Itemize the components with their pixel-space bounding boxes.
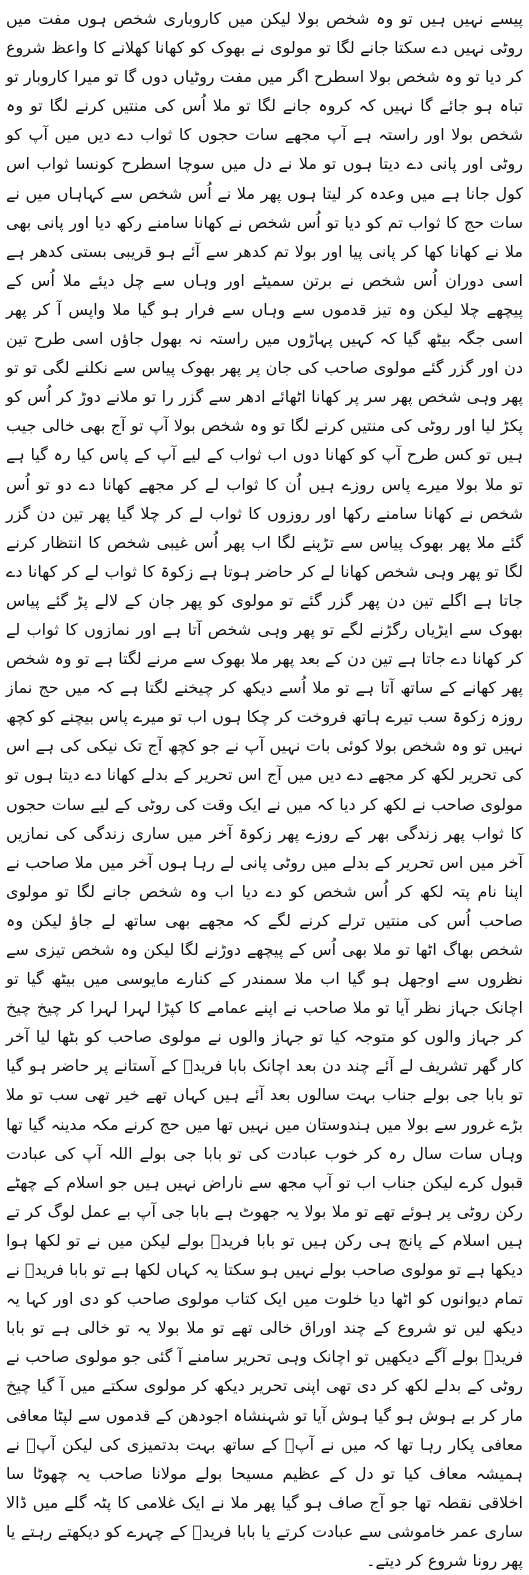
- article-paragraph: پیسے نہیں ہیں تو وہ شخص بولا لیکن میں کاروباری شخص ہوں مفت میں روٹی نہیں دے سکتا جانے لگا تو مولوی نے بھوک کو کھانا کھلانے کا واعظ شروع کر دیا تو وہ شخص بولا اسطرح اگر میں مفت روٹیاں دوں گا تو میرا کاروبار تو تباہ ہو جائے گا نہیں کہ کروہ جانے لگا تو ملا اُس کی منتیں کرنے لگا تو وہ شخص بولا اور راستہ ہے آپ مجھے سات حجوں کا ثواب دے دیں میں آپ کو روٹی اور پانی دے دیتا ہوں تو ملا نے دل میں سوچا اسطرح کونسا ثواب اس کول جانا ہے میں وعدہ کر لیتا ہوں پھر ملا نے اُس شخص سے کہاہاں میں نے سات حج کا ثواب تم کو دیا تو اُس شخص نے کھانا سامنے رکھ دیا اور پانی بھی ملا نے کھانا کھا کر پانی پیا اور بولا تم کدھر سے آئے ہو قریبی بستی کدھر ہے اسی دوران اُس شخص نے برتن سمیٹے اور وہاں سے چل دیئے ملا اُس کے پیچھے چلا لیکن وہ تیز قدموں سے وہاں سے فرار ہو گیا ملا واپس آ کر پھر اسی جگہ بیٹھ گیا کہ کہیں پہاڑوں میں راستہ نہ بھول جاؤں اسی طرح تین دن اور گزر گئے مولوی صاحب کی جان پر پھر بھوک پیاس سے نکلنے لگی تو تو پھر وہی شخص پھر سر پر کھانا اٹھائے ادھر سے گزر را تو ملانے دوڑ کر اُس کو پکڑ لیا اور روٹی کی منتیں کرنے لگا تو وہ شخص بولا آپ تو آج بھی خالی جیب ہیں تو کس طرح آپ کو کھانا دوں اب ثواب کے لیے آپ کے پاس کیا رہ گیا ہے تو ملا بولا میرے پاس روزے ہیں اُن کا ثواب لے کر مجھے کھانا دے دو تو اُس شخص نے کھانا سامنے رکھا اور روزوں کا ثواب لے کر چلا گیا پھر تین دن گزر گئے ملا پھر بھوک پیاس سے تڑپنے لگا اب پھر اُس غیبی شخص کا انتظار کرنے لگا تو پھر وہی شخص کھانا لے کر حاضر ہوتا ہے زکوۃ کا ثواب لے کر کھانا دے جاتا ہے اگلے تین دن پھر گزر گئے تو مولوی کو پھر جان کے لالے پڑ گئے پیاس بھوک سے ایڑیاں رگڑنے لگے تو پھر وہی شخص آتا ہے اور نمازوں کا ثواب لے کر کھانا دے جاتا ہے تین دن کے بعد پھر ملا بھوک سے مرنے لگتا ہے تو وہ شخص پھر کھانے کے ساتھ آتا ہے تو ملا اُسے دیکھ کر چیخنے لگتا ہے کہ میں حج نماز روزہ زکوۃ سب تیرے ہاتھ فروخت کر چکا ہوں اب تو میرے پاس بیچنے کو کچھ نہیں تو وہ شخص بولا کوئی بات نہیں آپ نے جو کچھ آج تک نیکی کی ہے اس کی تحریر لکھ کر مجھے دے دیں میں آج اس تحریر کے بدلے کھانا دے دیتا ہوں تو مولوی صاحب نے لکھ کر دیا کہ میں نے ایک وقت کی روٹی کے لیے سات حجوں کا ثواب پھر زندگی بھر کے روزے پھر زکوۃ آخر میں ساری زندگی کی نمازیں آخر میں اس تحریر کے بدلے میں روٹی پانی لے رہا ہوں آخر میں ملا صاحب نے اپنا نام پتہ لکھ کر اُس شخص کو دے دیا اب وہ شخص جانے لگا تو مولوی صاحب اُس کی منتیں ترلے کرنے لگے کہ مجھے بھی ساتھ لے جاؤ لیکن وہ شخص بھاگ اٹھا تو ملا بھی اُس کے پیچھے دوڑنے لگا لیکن وہ شخص تیزی سے نظروں سے اوجھل ہو گیا اب ملا سمندر کے کنارے مایوسی میں بیٹھ گیا تو اچانک جہاز نظر آیا تو ملا صاحب نے اپنے عمامے کا کپڑا لہرا لہرا کر چیخ چیخ کر جہاز والوں کو متوجہ کیا تو جہاز والوں نے مولوی صاحب کو بٹھا لیا آخر کار گھر تشریف لے آئے چند دن بعد اچانک بابا فریدؒ کے آستانے پر حاضر ہو گیا تو بابا جی بولے جناب بہت سالوں بعد آئے ہیں کہاں تھے خیر تھی سب تو ملا بڑے غرور سے بولا میں ہندوستان میں نہیں تھا میں حج کرنے مکہ مدینہ گیا تھا وہاں سات سال رہ کر خوب عبادت کی تو بابا جی بولے اللہ آپ کی عبادت قبول کرے لیکن جناب اب تو آپ مجھ سے ناراض نہیں ہیں جو اسلام کے چھٹے رکن روٹی پر ہوئے تھے تو ملا بولا یہ جھوٹ ہے بابا جی آپ بے عمل لوگ کر تے ہیں اسلام کے پانچ ہی رکن ہیں تو بابا فریدؒ بولے لیکن میں نے تو لکھا ہوا دیکھا ہے تو مولوی صاحب بولے نہیں ہو سکتا یہ کہاں لکھا ہے تو بابا فریدؒ نے تمام دیوانوں کو اٹھا دیا خلوت میں ایک کتاب مولوی صاحب کو دی اور کہا یہ دیکھ لیں تو شروع کے چند اوراق خالی تھے تو ملا بولا یہ تو خالی ہے تو بابا فریدؒ بولے آگے دیکھیں تو اچانک وہی تحریر سامنے آ گئی جو مولوی صاحب نے روٹی کے بدلے لکھ کر دی تھی اپنی تحریر دیکھ کر مولوی سکتے میں آ گیا چیخ مار کر بے ہوش ہو گیا ہوش آیا تو شہنشاہ اجودھن کے قدموں سے لپٹا معافی معافی پکار رہا تھا کہ میں نے آپؒ کے ساتھ بہت بدتمیزی کی لیکن آپؒ نے ہمیشہ معاف کیا تو دل کے عظیم مسیحا بولے مولانا صاحب یہ چھوٹا سا اخلاقی نقطہ تھا جو آج صاف ہو گیا پھر ملا نے ایک غلامی کا پٹہ گلے میں ڈالا ساری عمر خاموشی سے عبادت کرتے یا بابا فریدؒ کے چہرے کو دیکھتے رہتے یا پھر رونا شروع کر دیتے۔: [6, 9, 523, 1570]
